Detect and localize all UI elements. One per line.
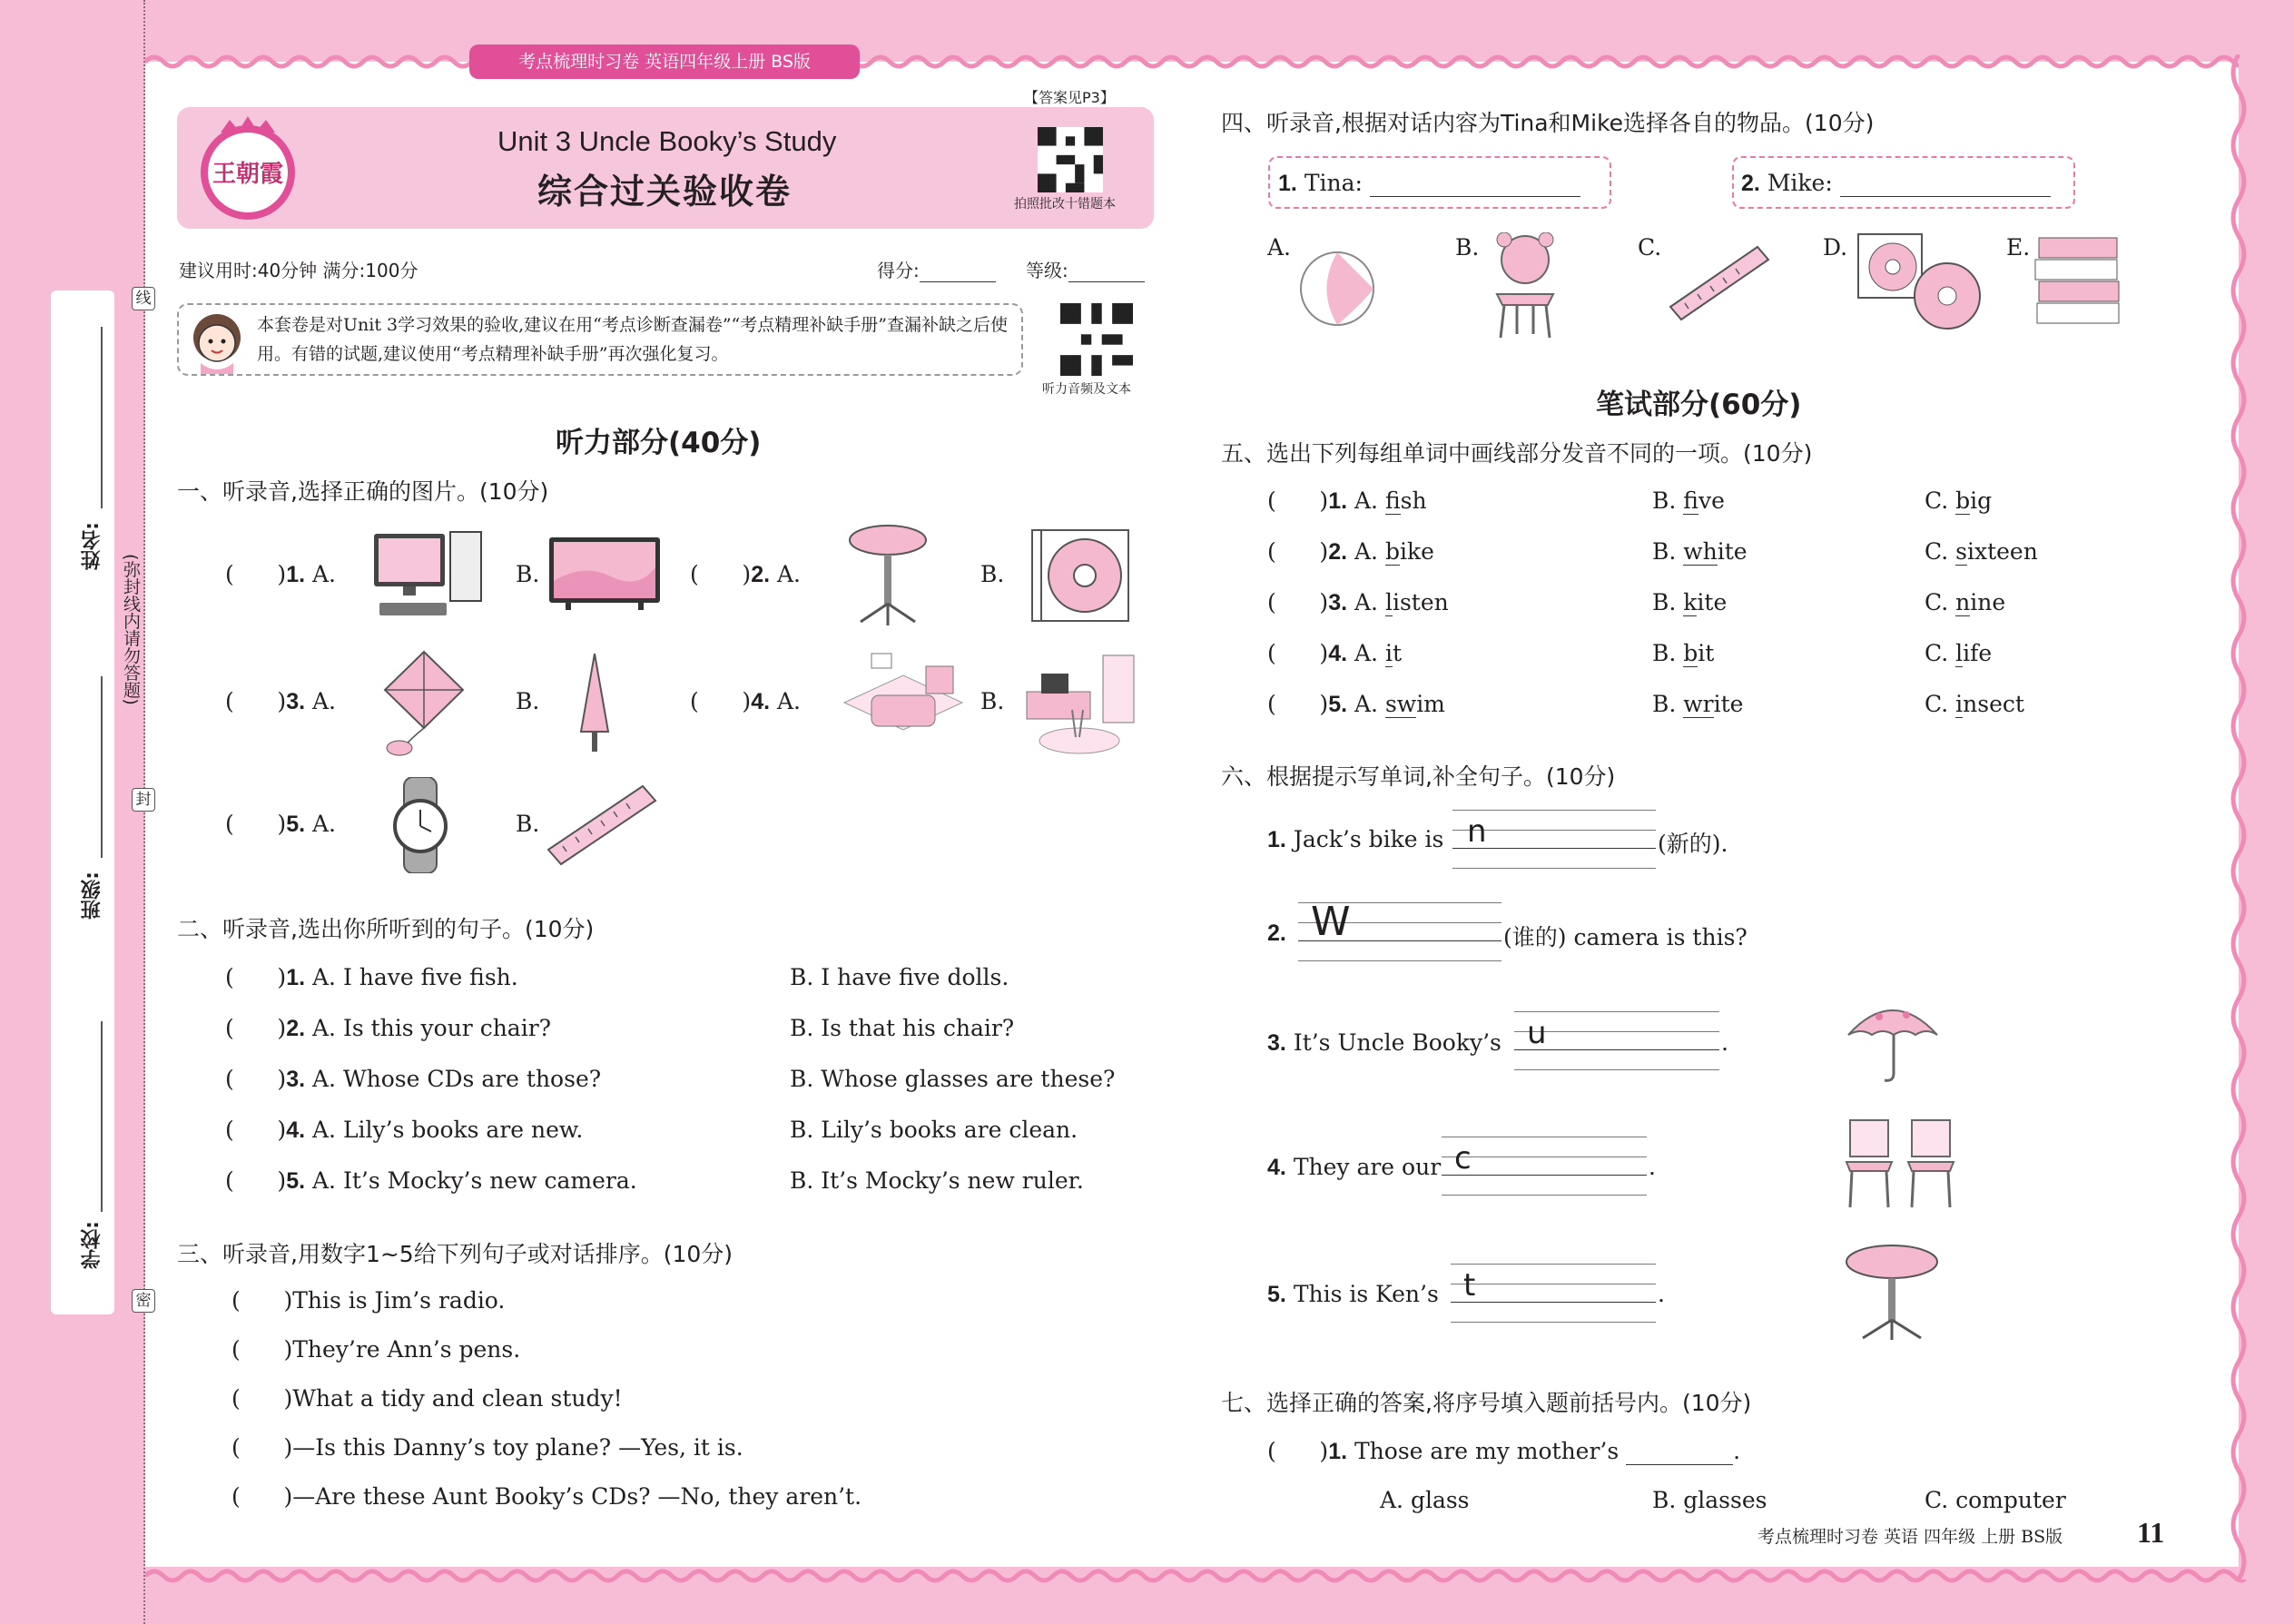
writing-title: 笔试部分(60分) [1596, 389, 1802, 421]
q2-item3[interactable]: ( )3. A. Whose CDs are those? [225, 1066, 602, 1092]
q5-heading: 五、选出下列每组单词中画线部分发音不同的一项。(10分) [1221, 440, 1813, 467]
score-label: 得分: [877, 260, 920, 281]
tina-blank[interactable] [1370, 175, 1580, 197]
q2-item2-b: B. Is that his chair? [790, 1015, 1015, 1041]
qr-code-correction[interactable] [1038, 127, 1103, 192]
top-wave-border [145, 51, 2247, 71]
class-label: 班级: [81, 871, 103, 920]
q5-item4-c: C. life [1925, 640, 1993, 666]
q7-item1[interactable]: ( )1. Those are my mother’s . [1267, 1438, 1741, 1464]
q3-item1[interactable]: ( )This is Jim’s radio. [231, 1287, 506, 1314]
q6-item5-post: . [1658, 1281, 1665, 1307]
q7-option-a: A. glass [1380, 1487, 1470, 1513]
q3-item2[interactable]: ( )They’re Ann’s pens. [231, 1336, 521, 1363]
cds-picture [1856, 232, 1984, 332]
umbrella-closed-picture [572, 650, 617, 757]
q6-item4-hint: c [1454, 1140, 1472, 1176]
answer-reference: 【答案见P3】 [1024, 89, 1115, 106]
school-label: 学校: [81, 1221, 103, 1269]
score-field[interactable] [877, 256, 996, 282]
kite-picture [374, 648, 474, 757]
seal-char-dense: 密 [132, 1289, 155, 1313]
q7-option-b: B. glasses [1652, 1487, 1767, 1513]
chairs-picture [1841, 1117, 1964, 1211]
chair-picture [1484, 232, 1566, 340]
q6-item1-hint: n [1467, 813, 1487, 850]
q6-item1-post: (新的). [1658, 831, 1728, 857]
q3-item5[interactable]: ( )—Are these Aunt Booky’s CDs? —No, they aren’t. [231, 1483, 862, 1510]
q4-option-b: B. [1455, 234, 1480, 261]
q2-item1-b: B. I have five dolls. [790, 964, 1009, 990]
q2-item4-b: B. Lily’s books are clean. [790, 1117, 1078, 1143]
q1-heading: 一、听录音,选择正确的图片。(10分) [177, 478, 549, 505]
note-text: 本套卷是对Unit 3学习效果的验收,建议在用“考点诊断查漏卷”“考点精理补缺手册”查漏补缺之后使用。有错的试题,建议使用“考点精理补缺手册”再次强化复习。 [257, 315, 1008, 364]
q6-item4-write-lines[interactable] [1442, 1137, 1647, 1195]
q1-item1-paren[interactable]: ( )1. A. [225, 561, 337, 587]
q1-item5-b: B. [516, 811, 540, 837]
q6-item1-pre: 1. Jack’s bike is [1267, 826, 1444, 852]
q5-item3[interactable]: ( )3. A. listen [1267, 589, 1449, 615]
qr-code-audio[interactable] [1060, 303, 1133, 376]
q6-item3-hint: u [1527, 1015, 1547, 1051]
q5-item5-c: C. insect [1925, 691, 2024, 717]
q6-item5-pre: 5. This is Ken’s [1267, 1281, 1439, 1307]
q4-option-e: E. [2006, 234, 2031, 261]
q1-item4-b: B. [980, 688, 1005, 714]
q5-item1-b: B. five [1652, 487, 1725, 514]
seal-note: (弥封线内请勿答题) [121, 554, 141, 705]
tv-picture [547, 536, 662, 612]
q1-item3-paren[interactable]: ( )3. A. [225, 688, 337, 714]
grade-field[interactable] [1026, 256, 1145, 282]
q6-item5-write-lines[interactable] [1451, 1264, 1656, 1322]
q4-option-a: A. [1267, 234, 1292, 261]
page-title: 综合过关验收卷 [537, 172, 793, 212]
name-line[interactable] [101, 327, 103, 508]
q1-item3-b: B. [516, 688, 540, 714]
q1-item2-paren[interactable]: ( )2. A. [690, 561, 802, 587]
q5-item2-c: C. sixteen [1925, 538, 2038, 565]
q2-item4[interactable]: ( )4. A. Lily’s books are new. [225, 1117, 584, 1143]
mike-answer[interactable]: 2. Mike: [1741, 170, 2051, 197]
q5-item4[interactable]: ( )4. A. it [1267, 640, 1402, 666]
table-picture [846, 522, 930, 627]
name-label: 姓名: [81, 522, 103, 570]
school-line[interactable] [101, 1021, 103, 1212]
q6-item4-post: . [1649, 1154, 1656, 1180]
q5-item5[interactable]: ( )5. A. swim [1267, 691, 1445, 717]
bottom-wave-border [145, 1567, 2247, 1589]
binding-strip [51, 290, 114, 1314]
class-line[interactable] [101, 676, 103, 858]
q7-blank[interactable] [1626, 1443, 1733, 1465]
q6-item2-post: (谁的) camera is this? [1503, 924, 1748, 950]
ruler-picture-2 [1667, 243, 1772, 321]
tina-answer[interactable]: 1. Tina: [1278, 170, 1580, 197]
q3-heading: 三、听录音,用数字1~5给下列句子或对话排序。(10分) [177, 1241, 733, 1267]
q6-item5-hint: t [1463, 1267, 1476, 1304]
logo-text: 王朝霞 [212, 161, 284, 188]
footer-series: 考点梳理时习卷 英语 四年级 上册 BS版 [1757, 1527, 2063, 1547]
q4-heading: 四、听录音,根据对话内容为Tina和Mike选择各自的物品。(10分) [1221, 110, 1875, 136]
brand-logo [193, 113, 302, 225]
unit-title: Unit 3 Uncle Booky’s Study [497, 125, 837, 157]
books-picture [2033, 232, 2124, 327]
q5-item3-b: B. kite [1652, 589, 1728, 615]
q5-item4-b: B. bit [1652, 640, 1715, 666]
girl-mascot-icon [184, 307, 250, 374]
q1-item5-paren[interactable]: ( )5. A. [225, 811, 337, 837]
right-wave-border [2224, 54, 2251, 1580]
q6-item3-post: . [1721, 1029, 1728, 1056]
q6-item2-hint: W [1311, 899, 1351, 945]
q6-item4-pre: 4. They are our [1267, 1154, 1442, 1180]
q5-item1-c: C. big [1925, 487, 1993, 514]
page-number: 11 [2137, 1516, 2165, 1549]
bedroom-picture [835, 648, 971, 757]
series-tab: 考点梳理时习卷 英语四年级上册 BS版 [469, 44, 860, 79]
ball-picture [1298, 250, 1376, 328]
seal-char-line: 线 [132, 287, 155, 310]
q6-item2-num: 2. [1267, 920, 1286, 946]
q2-item3-b: B. Whose glasses are these? [790, 1066, 1116, 1092]
q5-item3-c: C. nine [1925, 589, 2006, 615]
computer-picture [370, 527, 485, 623]
q4-option-c: C. [1638, 234, 1662, 261]
q2-item2[interactable]: ( )2. A. Is this your chair? [225, 1015, 552, 1041]
q5-item5-b: B. write [1652, 691, 1744, 717]
grade-label: 等级: [1026, 260, 1068, 281]
q4-option-d: D. [1823, 234, 1848, 261]
q2-item1[interactable]: ( )1. A. I have five fish. [225, 964, 518, 990]
qr2-caption: 听力音频及文本 [1042, 382, 1131, 397]
q2-item5-b: B. It’s Mocky’s new ruler. [790, 1167, 1084, 1194]
q7-option-c: C. computer [1925, 1487, 2066, 1513]
watch-picture [386, 777, 458, 873]
q2-item5[interactable]: ( )5. A. It’s Mocky’s new camera. [225, 1167, 637, 1194]
cd-picture [1030, 528, 1130, 623]
q5-item1[interactable]: ( )1. A. fish [1267, 487, 1427, 514]
time-and-score: 建议用时:40分钟 满分:100分 [179, 260, 418, 281]
fold-line [143, 0, 145, 1624]
q3-item4[interactable]: ( )—Is this Danny’s toy plane? —Yes, it is. [231, 1434, 743, 1461]
q5-item2-b: B. white [1652, 538, 1748, 565]
seal-char-seal: 封 [132, 788, 155, 812]
q3-item3[interactable]: ( )What a tidy and clean study! [231, 1385, 623, 1412]
listening-title: 听力部分(40分) [556, 427, 762, 459]
q1-item2-b: B. [980, 561, 1005, 587]
round-table-picture [1843, 1244, 1941, 1342]
umbrella-open-picture [1843, 995, 1943, 1086]
q5-item2[interactable]: ( )2. A. bike [1267, 538, 1434, 565]
grade-blank[interactable] [1068, 262, 1145, 282]
q1-item1-b: B. [516, 561, 540, 587]
study-room-picture [1021, 646, 1137, 759]
q2-heading: 二、听录音,选出你所听到的句子。(10分) [177, 916, 595, 942]
q6-heading: 六、根据提示写单词,补全句子。(10分) [1221, 763, 1616, 790]
mike-blank[interactable] [1840, 175, 2051, 197]
q6-item3-pre: 3. It’s Uncle Booky’s [1267, 1029, 1501, 1056]
ruler-picture [545, 782, 659, 866]
q7-heading: 七、选择正确的答案,将序号填入题前括号内。(10分) [1221, 1390, 1752, 1416]
qr1-caption: 拍照批改十错题本 [1014, 197, 1116, 212]
q1-item4-paren[interactable]: ( )4. A. [690, 688, 802, 714]
score-blank[interactable] [920, 262, 996, 282]
